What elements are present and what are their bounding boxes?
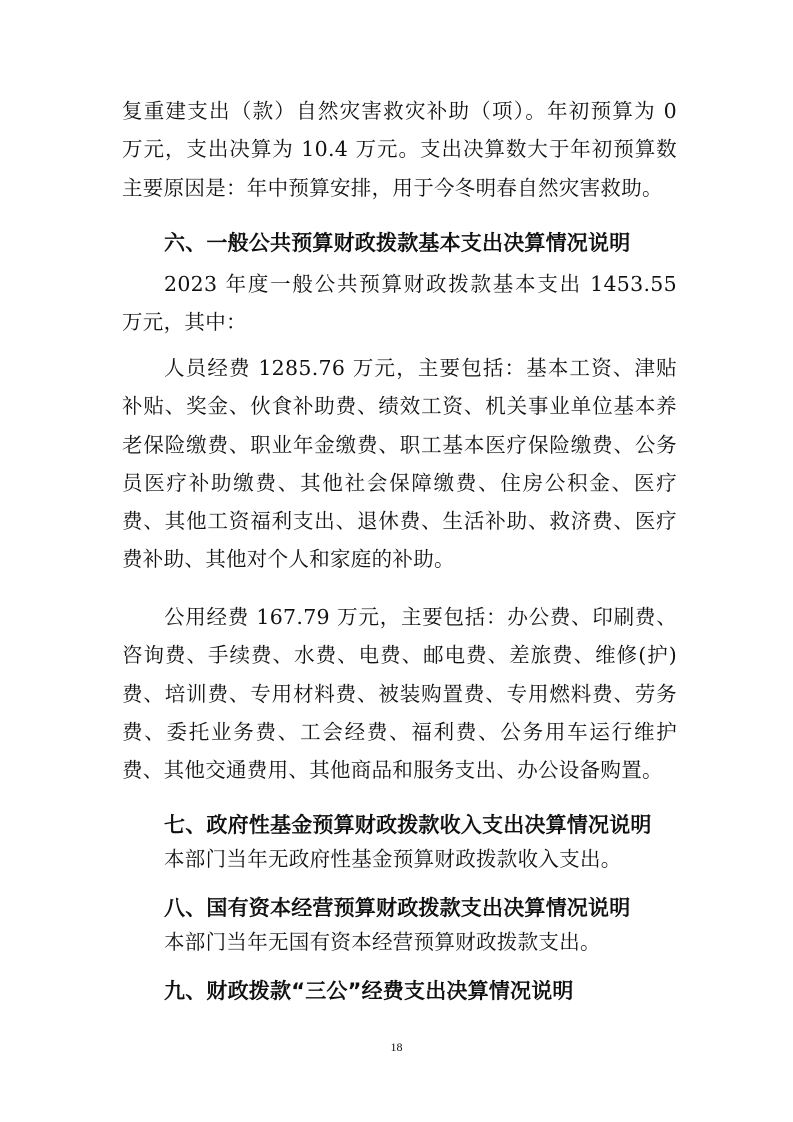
section-heading-7: 七、政府性基金预算财政拨款收入支出决算情况说明	[164, 813, 652, 837]
section-heading-9: 九、财政拨款“三公”经费支出决算情况说明	[164, 979, 574, 1003]
section-heading-6: 六、一般公共预算财政拨款基本支出决算情况说明	[164, 231, 631, 255]
paragraph-disaster-relief: 复重建支出（款）自然灾害救灾补助（项）。年初预算为 0 万元，支出决算为 10.4 万元。支出决算数大于年初预算数主要原因是：年中预算安排，用于今冬明春自然灾害救助。	[122, 99, 677, 200]
paragraph-public-funds: 公用经费 167.79 万元，主要包括：办公费、印刷费、咨询费、手续费、水费、电费、邮电费、差旅费、维修(护)费、培训费、专用材料费、被装购置费、专用燃料费、劳务费、委托业务费、工会经费、福利费、公务用车运行维护费、其他交通费用、其他商品和服务支出、办公设备购置。	[122, 605, 677, 783]
paragraph-state-capital: 本部门当年无国有资本经营预算财政拨款支出。	[164, 930, 601, 954]
paragraph-basic-expenditure: 2023 年度一般公共预算财政拨款基本支出 1453.55 万元，其中：	[122, 272, 677, 335]
paragraph-personnel-funds: 人员经费 1285.76 万元，主要包括：基本工资、津贴补贴、奖金、伙食补助费、绩效工资、机关事业单位基本养老保险缴费、职业年金缴费、职工基本医疗保险缴费、公务员医疗补助缴费、其他社会保障缴费、住房公积金、医疗费、其他工资福利支出、退休费、生活补助、救济费、医疗费补助、其他对个人和家庭的补助。	[122, 356, 677, 572]
section-heading-8: 八、国有资本经营预算财政拨款支出决算情况说明	[164, 896, 631, 920]
page-number: 18	[390, 1040, 403, 1054]
paragraph-government-fund: 本部门当年无政府性基金预算财政拨款收入支出。	[164, 847, 622, 871]
